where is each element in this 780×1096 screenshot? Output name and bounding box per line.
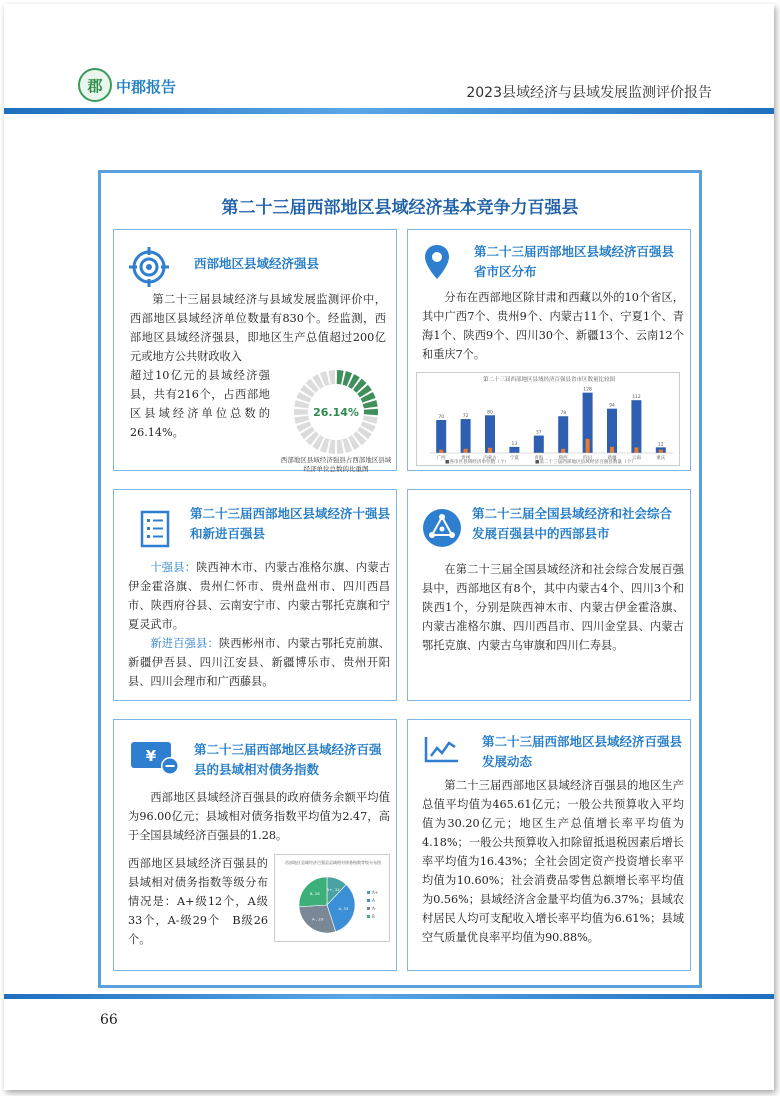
- bar-top100: [439, 450, 443, 453]
- section-strong-counties: [113, 229, 397, 471]
- brand-logo-icon: 郡: [78, 68, 112, 102]
- bar-value-label: 72: [462, 414, 469, 420]
- bar-units: [509, 447, 519, 453]
- donut-segment-rest: [337, 440, 344, 454]
- debt-pie-svg: [275, 855, 391, 943]
- new-entrants-label: 新进百强县：: [150, 637, 219, 650]
- bar-top100: [586, 439, 590, 453]
- section-distribution: [407, 229, 691, 471]
- bar-category-label: 陕西: [558, 456, 568, 461]
- new-entrants-paragraph: [128, 634, 390, 691]
- bar-chart-svg: [417, 373, 681, 467]
- bar-value-label: 37: [535, 430, 542, 436]
- bar-top100: [634, 447, 638, 453]
- section-title: 第二十三届西部地区县域经济百强县省市区分布: [474, 244, 675, 279]
- section-text-continued: 西部地区县域经济百强县的县域相对债务指数等级分布情况是：A+级12个，A级33个，A-级29个 B级26个。: [128, 857, 268, 946]
- bar-value-label: 128: [583, 387, 592, 393]
- content-frame: [98, 170, 702, 988]
- pie-legend-swatch: [367, 915, 370, 918]
- pie-legend-label: A-: [372, 906, 377, 911]
- section-top10: [113, 489, 397, 701]
- pie-legend-label: A: [372, 898, 375, 903]
- bar-category-label: 重庆: [656, 456, 666, 461]
- bar-chart-title: 第二十三届西部地区县域经济百强县省市区数量比较图: [482, 377, 616, 383]
- target-icon: [128, 246, 170, 288]
- bar-top100: [659, 450, 663, 453]
- strong-ratio-donut: [290, 366, 382, 458]
- bar-category-label: 宁夏: [509, 456, 519, 461]
- bar-value-label: 12: [657, 442, 664, 448]
- bar-category-label: 内蒙古: [483, 456, 497, 461]
- pie-slice-label: A, 33: [338, 906, 349, 912]
- pie-legend-label: A+: [372, 890, 379, 895]
- brand-name: 中郡报告: [116, 78, 177, 96]
- section-dynamics: [407, 719, 691, 971]
- bar-units: [461, 419, 471, 453]
- yen-card-icon: [130, 740, 182, 776]
- trend-line-icon: [424, 734, 460, 764]
- bar-category-label: 新疆: [607, 456, 617, 461]
- debt-pie-title: 西部地区县域经济百强县县域相对债务指数等级分布图: [285, 860, 381, 865]
- pie-slice-label: A+, 12: [326, 886, 340, 892]
- list-document-icon: [140, 510, 170, 548]
- svg-text:¥: ¥: [145, 747, 157, 765]
- pie-legend-swatch: [367, 899, 370, 902]
- section-text-continued: 超过10亿元的县域经济强县，共有216个，占西部地区县域经济单位总数的26.14%。: [130, 369, 270, 439]
- legend-series-2: ■第二十三届西部地区县域经济百强县数量（个）: [535, 460, 636, 465]
- section-title: 第二十三届西部地区县域经济十强县和新进百强县: [190, 506, 391, 541]
- page-number: 66: [100, 1012, 118, 1028]
- bar-units: [631, 400, 641, 453]
- section-text: 第二十三届县域经济与县域发展监测评价中，西部地区县域经济单位数量有830个。经监测，西部地区县域经济强县，即地区生产总值超过200亿元或地方公共财政收入: [130, 293, 386, 363]
- bar-category-label: 四川: [583, 456, 593, 461]
- bar-value-label: 80: [487, 410, 493, 416]
- donut-center-label: 26.14%: [313, 406, 359, 419]
- bar-category-label: 云南: [631, 456, 641, 461]
- donut-segment-strong: [337, 370, 344, 384]
- donut-caption: 西部地区县域经济强县占西部地区县域经济单位总数的比重图: [280, 456, 392, 473]
- section-title: 第二十三届西部地区县域经济百强县发展动态: [482, 734, 683, 769]
- bar-units: [558, 416, 568, 453]
- section-text: 第二十三届西部地区县域经济百强县的地区生产总值平均值为465.61亿元；一般公共预算收入平均值为30.20亿元；地区生产总值增长率平均值为4.18%；一般公共预算收入扣除留抵退税因素后增长率平均值为16.43%；全社会固定资产投资增长率平均值为10.60%；社会消费品零售总额增长率平均值为0.56%；县域经济含金量平均值为6.37%；县域农村居民人均可支配收入增长率平均值为6.61%；县域空气质量优良率平均值为90.88%。: [422, 779, 684, 944]
- top10-paragraph: [128, 558, 390, 634]
- pie-legend-swatch: [367, 907, 370, 910]
- donut-segment-rest: [294, 409, 308, 416]
- bar-top100: [464, 449, 468, 453]
- bar-category-label: 贵州: [461, 456, 471, 461]
- bar-value-label: 112: [632, 395, 641, 401]
- main-title: 第二十三届西部地区县域经济基本竞争力百强县: [221, 198, 579, 218]
- pie-slice-label: B, 26: [309, 890, 320, 896]
- footer-divider: [4, 994, 774, 999]
- section-text: 西部地区县域经济百强县的政府债务余额平均值为96.00亿元；县域相对债务指数平均值为2.47，高于全国县域经济百强县的1.28。: [128, 791, 390, 842]
- donut-segment-rest: [328, 440, 335, 454]
- legend-series-1: ■各市区县域经济单位数（个）: [445, 460, 510, 465]
- section-title: 西部地区县域经济强县: [194, 256, 320, 271]
- bar-value-label: 13: [511, 441, 518, 447]
- pie-slice-label: A-, 29: [311, 916, 324, 922]
- section-debt: [113, 719, 397, 971]
- bar-category-label: 青海: [534, 456, 544, 461]
- top10-label: 十强县：: [150, 561, 197, 574]
- section-national: [407, 489, 691, 701]
- top10-text: 陕西神木市、内蒙古准格尔旗、内蒙古伊金霍洛旗、贵州仁怀市、贵州盘州市、四川西昌市、陕西府谷县、云南安宁市、内蒙古鄂托克旗和宁夏灵武市。: [128, 561, 390, 631]
- debt-pie-chart: [274, 854, 390, 942]
- pie-legend-swatch: [367, 891, 370, 894]
- province-bar-chart: [416, 372, 680, 466]
- bar-value-label: 78: [560, 411, 567, 417]
- page-header: [4, 4, 774, 124]
- bar-units: [534, 436, 544, 453]
- bar-top100: [610, 447, 614, 453]
- location-pin-icon: [424, 244, 450, 280]
- report-title: 2023县域经济与县域发展监测评价报告: [466, 85, 712, 101]
- section-title: 第二十三届全国县域经济和社会综合发展百强县中的西部县市: [472, 506, 673, 541]
- section-text: 分布在西部地区除甘肃和西藏以外的10个省区，其中广西7个、贵州9个、内蒙古11个、宁夏1个、青海1个、陕西9个、四川30个、新疆13个、云南12个和重庆7个。: [422, 291, 684, 361]
- bar-value-label: 70: [438, 415, 445, 420]
- header-divider: [4, 108, 774, 114]
- new-entrants-text: 陕西彬州市、内蒙古鄂托克前旗、新疆伊吾县、四川江安县、新疆博乐市、贵州开阳县、四川会理市和广西藤县。: [128, 637, 390, 688]
- network-triangle-icon: [422, 508, 462, 548]
- report-page: [4, 4, 774, 1090]
- section-text: 在第二十三届全国县域经济和社会综合发展百强县中，西部地区有8个，其中内蒙古4个、四川3个和陕西1个，分别是陕西神木市、内蒙古伊金霍洛旗、内蒙古准格尔旗、四川西昌市、四川金堂县、内蒙古鄂托克旗、内蒙古乌审旗和四川仁寿县。: [422, 563, 684, 652]
- bar-top100: [488, 448, 492, 453]
- bar-value-label: 94: [609, 403, 615, 409]
- bar-category-label: 广西: [436, 456, 446, 461]
- section-title: 第二十三届西部地区县域经济百强县的县域相对债务指数: [194, 742, 382, 777]
- donut-segment-strong: [364, 409, 378, 416]
- bar-units: [607, 409, 617, 453]
- pie-legend-label: B: [372, 914, 375, 919]
- bar-units: [485, 415, 495, 453]
- bar-units: [436, 420, 446, 453]
- donut-segment-rest: [328, 370, 335, 384]
- bar-top100: [561, 449, 565, 453]
